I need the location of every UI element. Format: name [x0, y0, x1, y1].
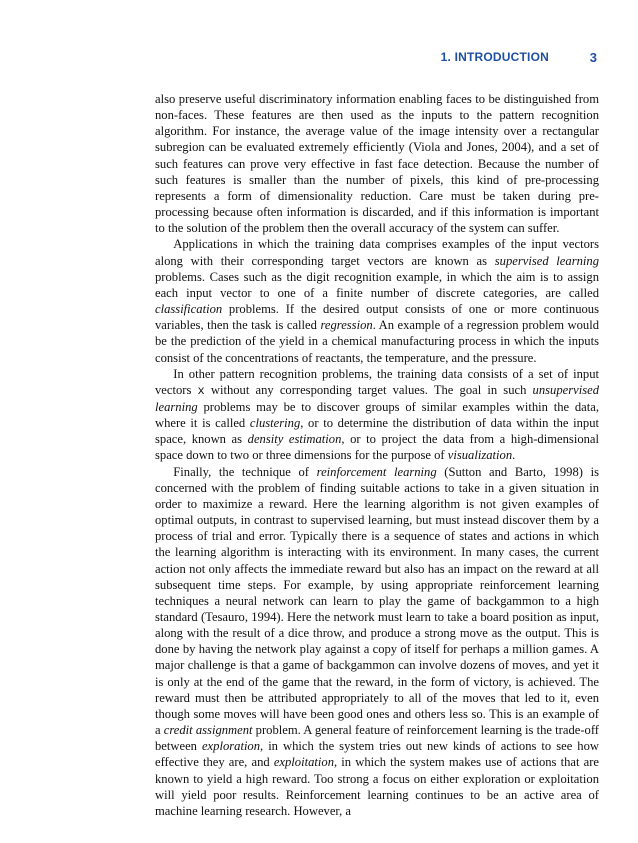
text-run: Applications in which the training data comprises examples of the input vectors along with their corresponding target vectors are known as — [155, 237, 599, 268]
text-run: also preserve useful discriminatory information enabling faces to be distinguished from non-faces. These features are then used as the inputs to the pattern recognition algorithm. For instance, the average value of the image intensity over a rectangular subregion can be evaluated extremely efficiently (Viola and Jones, 2004), and a set of such features can prove very effective in fast face detection. Because the number of such features is smaller than the number of pixels, this kind of pre-processing represents a form of dimensionality reduction. Care must be taken during pre-processing because often information is discarded, and if this information is important to the solution of the problem then the overall accuracy of the system can suffer. — [155, 92, 599, 236]
term-visualization: visualization — [447, 448, 513, 463]
paragraph-preprocessing — [155, 91, 599, 236]
text-run: problem. A general feature of reinforcement learning is the trade-off between — [155, 723, 599, 754]
term-unsupervised-learning: unsupervised learning — [155, 382, 600, 414]
term-supervised-learning: supervised learning — [494, 253, 599, 268]
vector-symbol-x: x — [197, 383, 205, 398]
text-run: problems. If the desired output consists of one or more continuous variables, then the task is called — [155, 302, 599, 333]
text-run: Finally, the technique of — [173, 464, 317, 479]
term-density-estimation: density estimation — [247, 432, 342, 447]
text-run: , in which the system makes use of actions that are known to yield a high reward. Too strong a focus on either exploration or exploitation will yield poor results. Reinforcement learning continues to be an active area of machine learning research. However, a — [155, 755, 600, 818]
term-exploitation: exploitation — [273, 755, 334, 770]
text-run: , in which the system tries out new kinds of actions to see how effective they are, and — [155, 739, 599, 770]
text-run: . An example of a regression problem would be the prediction of the yield in a chemical manufacturing process in which the inputs consist of the concentrations of reactants, the temperature, and the pressure. — [155, 318, 599, 365]
term-regression: regression — [320, 318, 373, 333]
term-exploration: exploration — [201, 739, 261, 754]
text-run: , or to project the data from a high-dimensional space down to two or three dimensions for the purpose of — [155, 432, 599, 463]
term-clustering: clustering — [249, 416, 301, 431]
paragraph-unsupervised-learning — [155, 366, 599, 464]
term-credit-assignment: credit assignment — [163, 723, 253, 738]
body-text — [155, 91, 599, 819]
text-run: without any corresponding target values. The goal in such — [204, 382, 533, 397]
term-reinforcement-learning: reinforcement learning — [316, 464, 437, 479]
section-title: 1. INTRODUCTION — [440, 50, 549, 64]
running-header — [155, 50, 599, 68]
page-number: 3 — [589, 50, 597, 65]
text-run: . — [512, 448, 516, 463]
term-classification: classification — [155, 302, 223, 317]
paragraph-supervised-learning — [155, 236, 599, 365]
text-run: problems. Cases such as the digit recognition example, in which the aim is to assign each input vector to one of a finite number of discrete categories, are called — [155, 269, 599, 300]
text-run: (Sutton and Barto, 1998) is concerned with the problem of finding suitable actions to take in a given situation in order to maximize a reward. Here the learning algorithm is not given examples of optimal outputs, in contrast to supervised learning, but must instead discover them by a process of trial and error. Typically there is a sequence of states and actions in which the learning algorithm is interacting with its environment. In many cases, the current action not only affects the immediate reward but also has an impact on the reward at all subsequent time steps. For example, by using appropriate reinforcement learning techniques a neural network can learn to play the game of backgammon to a high standard (Tesauro, 1994). Here the network must learn to take a board position as input, along with the result of a dice throw, and produce a strong move as the output. This is done by having the network play against a copy of itself for perhaps a million games. A major challenge is that a game of backgammon can involve dozens of moves, and yet it is only at the end of the game that the reward, in the form of victory, is achieved. The reward must then be attributed appropriately to all of the moves that led to it, even though some moves will have been good ones and others less so. This is an example of a — [155, 464, 599, 738]
text-run: , or to determine the distribution of data within the input space, known as — [155, 416, 600, 447]
text-run: In other pattern recognition problems, the training data consists of a set of input vectors — [155, 366, 599, 397]
paragraph-reinforcement-learning — [155, 464, 599, 819]
text-run: problems may be to discover groups of similar examples within the data, where it is called — [155, 399, 599, 431]
